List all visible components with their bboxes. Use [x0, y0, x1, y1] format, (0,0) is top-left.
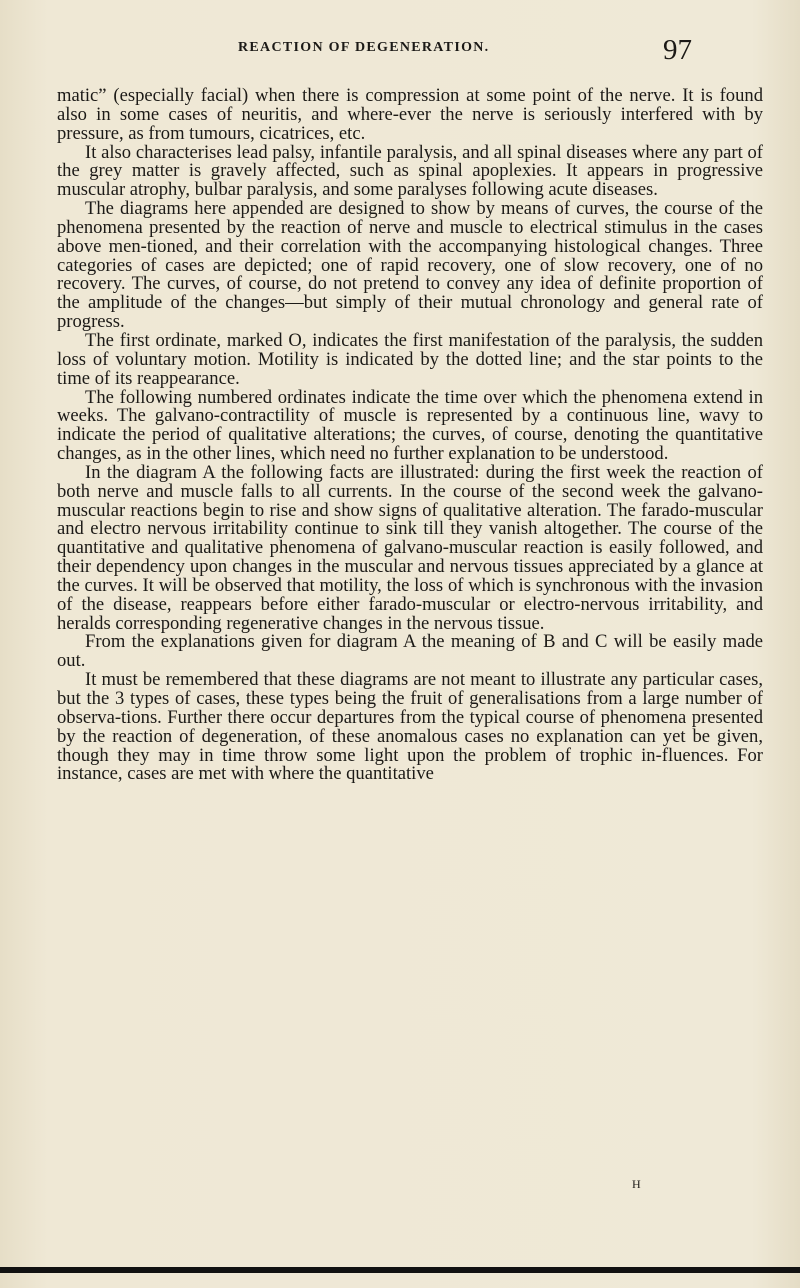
paragraph-continued: matic” (especially facial) when there is compression at some point of the nerve. It is found also in some cases of neuritis, and where-ever the nerve is seriously interfered with by pressure, as from tumours, cicatrices, etc. — [57, 85, 763, 144]
paragraph: In the diagram A the following facts are illustrated: during the first week the reaction of both nerve and muscle falls to all currents. In the course of the second week the galvano-muscular reactions begin to rise and show signs of qualitative alteration. The farado-muscular and electro nervous irritability continue to sink till they vanish altogether. The course of the quantitative and qualitative phenomena of galvano-muscular reaction is easily followed, and their dependency upon changes in the muscular and nervous tissues appreciated by a glance at the curves. It will be observed that motility, the loss of which is synchronous with the invasion of the disease, reappears before either farado-muscular or electro-nervous irritability, and heralds corresponding regenerative changes in the nervous tissue. — [57, 461, 763, 634]
running-head — [0, 36, 800, 66]
bottom-rule — [0, 1267, 800, 1273]
paragraph: It also characterises lead palsy, infantile paralysis, and all spinal diseases where any part of the grey matter is gravely affected, such as spinal apoplexies. It appears in progressive muscular atrophy, bulbar paralysis, and some paralyses following acute diseases. — [57, 141, 763, 201]
paragraph: From the explanations given for diagram A the meaning of B and C will be easily made out. — [57, 631, 763, 672]
body-text — [57, 87, 763, 784]
paragraph: The following numbered ordinates indicate the time over which the phenomena extend in weeks. The galvano-contractility of muscle is represented by a continuous line, wavy to indicate the period of qualitative alterations; the curves, of course, denoting the quantitative changes, as in the other lines, which need no further explanation to be understood. — [57, 386, 763, 465]
paragraph: It must be remembered that these diagrams are not meant to illustrate any particular cases, but the 3 types of cases, these types being the fruit of generalisations from a large number of observa-tions. Further there occur departures from the typical course of phenomena presented by the reaction of degeneration, of these anomalous cases no explanation can yet be given, though they may in time throw some light upon the problem of trophic in-fluences. For instance, cases are met with where the quantitative — [57, 669, 763, 785]
paragraph: The first ordinate, marked O, indicates the first manifestation of the paralysis, the sudden loss of voluntary motion. Motility is indicated by the dotted line; and the star points to the time of its reappearance. — [57, 329, 763, 389]
running-title: REACTION OF DEGENERATION. — [238, 40, 490, 55]
page-number: 97 — [663, 34, 692, 66]
signature-mark: H — [632, 1177, 642, 1191]
paragraph: The diagrams here appended are designed to show by means of curves, the course of the phenomena presented by the reaction of nerve and muscle to electrical stimulus in the cases above men-tioned, and their correlation with the accompanying histological changes. Three categories of cases are depicted; one of rapid recovery, one of slow recovery, one of no recovery. The curves, of course, do not pretend to convey any idea of definite proportion of the amplitude of the changes—but simply of their mutual chronology and general rate of progress. — [57, 198, 763, 333]
